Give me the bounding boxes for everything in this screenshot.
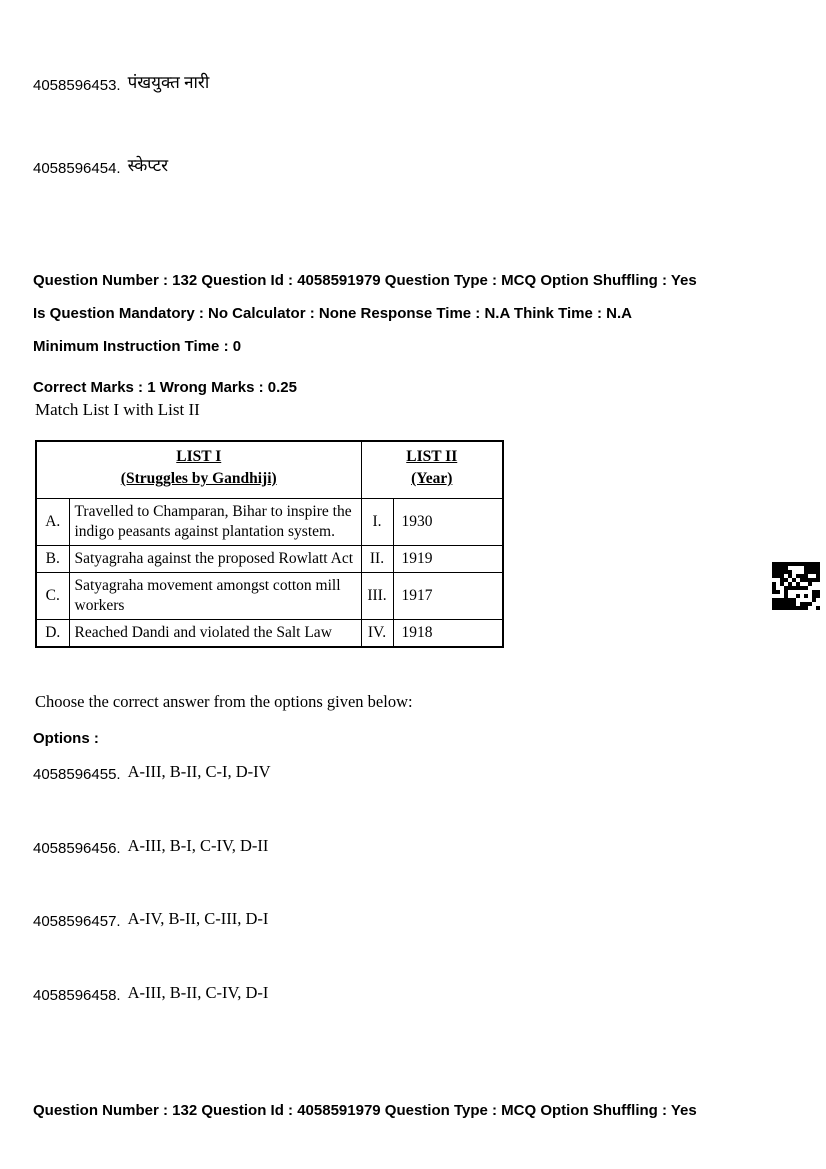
option-id: 4058596458. — [33, 987, 121, 1004]
choose-instruction: Choose the correct answer from the options given below: — [35, 692, 413, 711]
row-item: Reached Dandi and violated the Salt Law — [69, 620, 361, 648]
list2-subheader: (Year) — [411, 470, 453, 487]
options-label: Options : — [33, 730, 99, 747]
table-header-row — [36, 441, 503, 499]
option-text: A-III, B-II, C-IV, D-I — [127, 983, 269, 1002]
list1-header: LIST I — [176, 448, 222, 465]
question-text: Match List I with List II — [35, 400, 200, 419]
answer-option-row — [33, 838, 268, 858]
option-id: 4058596454. — [33, 160, 121, 177]
option-id: 4058596453. — [33, 77, 121, 94]
qr-code — [772, 562, 820, 610]
option-text: स्केप्टर — [127, 156, 169, 175]
question-metadata-line: Is Question Mandatory : No Calculator : None Response Time : N.A Think Time : N.A — [33, 305, 632, 322]
row-year: 1917 — [393, 573, 503, 620]
answer-option-row — [33, 985, 268, 1005]
table-row — [36, 620, 503, 648]
question-metadata-line: Question Number : 132 Question Id : 4058591979 Question Type : MCQ Option Shuffling : Yes — [33, 272, 697, 289]
question-metadata — [33, 264, 803, 363]
row-year: 1919 — [393, 546, 503, 573]
row-numeral: II. — [361, 546, 393, 573]
option-id: 4058596456. — [33, 840, 121, 857]
table-row — [36, 546, 503, 573]
list2-header: LIST II — [406, 448, 458, 465]
row-year: 1918 — [393, 620, 503, 648]
option-text: A-III, B-I, C-IV, D-II — [127, 836, 269, 855]
answer-option-row — [33, 764, 271, 784]
option-id: 4058596457. — [33, 913, 121, 930]
table-row — [36, 499, 503, 546]
list1-header-cell — [36, 441, 361, 499]
option-text: पंखयुक्त नारी — [127, 73, 210, 92]
list2-header-cell — [361, 441, 503, 499]
row-numeral: III. — [361, 573, 393, 620]
row-label: A. — [36, 499, 69, 546]
table-row — [36, 573, 503, 620]
prev-option-row — [33, 155, 168, 178]
list1-subheader: (Struggles by Gandhiji) — [120, 470, 277, 487]
option-text: A-III, B-II, C-I, D-IV — [127, 762, 271, 781]
row-item: Satyagraha movement amongst cotton mill workers — [69, 573, 361, 620]
row-label: D. — [36, 620, 69, 648]
row-item: Travelled to Champaran, Bihar to inspire the indigo peasants against plantation system. — [69, 499, 361, 546]
prev-option-row — [33, 72, 209, 95]
question-metadata-line: Minimum Instruction Time : 0 — [33, 338, 242, 355]
answer-option-row — [33, 911, 268, 931]
row-numeral: I. — [361, 499, 393, 546]
option-text: A-IV, B-II, C-III, D-I — [127, 909, 269, 928]
row-item: Satyagraha against the proposed Rowlatt Act — [69, 546, 361, 573]
row-label: C. — [36, 573, 69, 620]
row-numeral: IV. — [361, 620, 393, 648]
next-question-metadata: Question Number : 132 Question Id : 4058591979 Question Type : MCQ Option Shuffling : Yes — [33, 1102, 697, 1119]
marks-line: Correct Marks : 1 Wrong Marks : 0.25 — [33, 379, 297, 396]
row-label: B. — [36, 546, 69, 573]
match-list-table — [35, 440, 504, 648]
row-year: 1930 — [393, 499, 503, 546]
option-id: 4058596455. — [33, 766, 121, 783]
